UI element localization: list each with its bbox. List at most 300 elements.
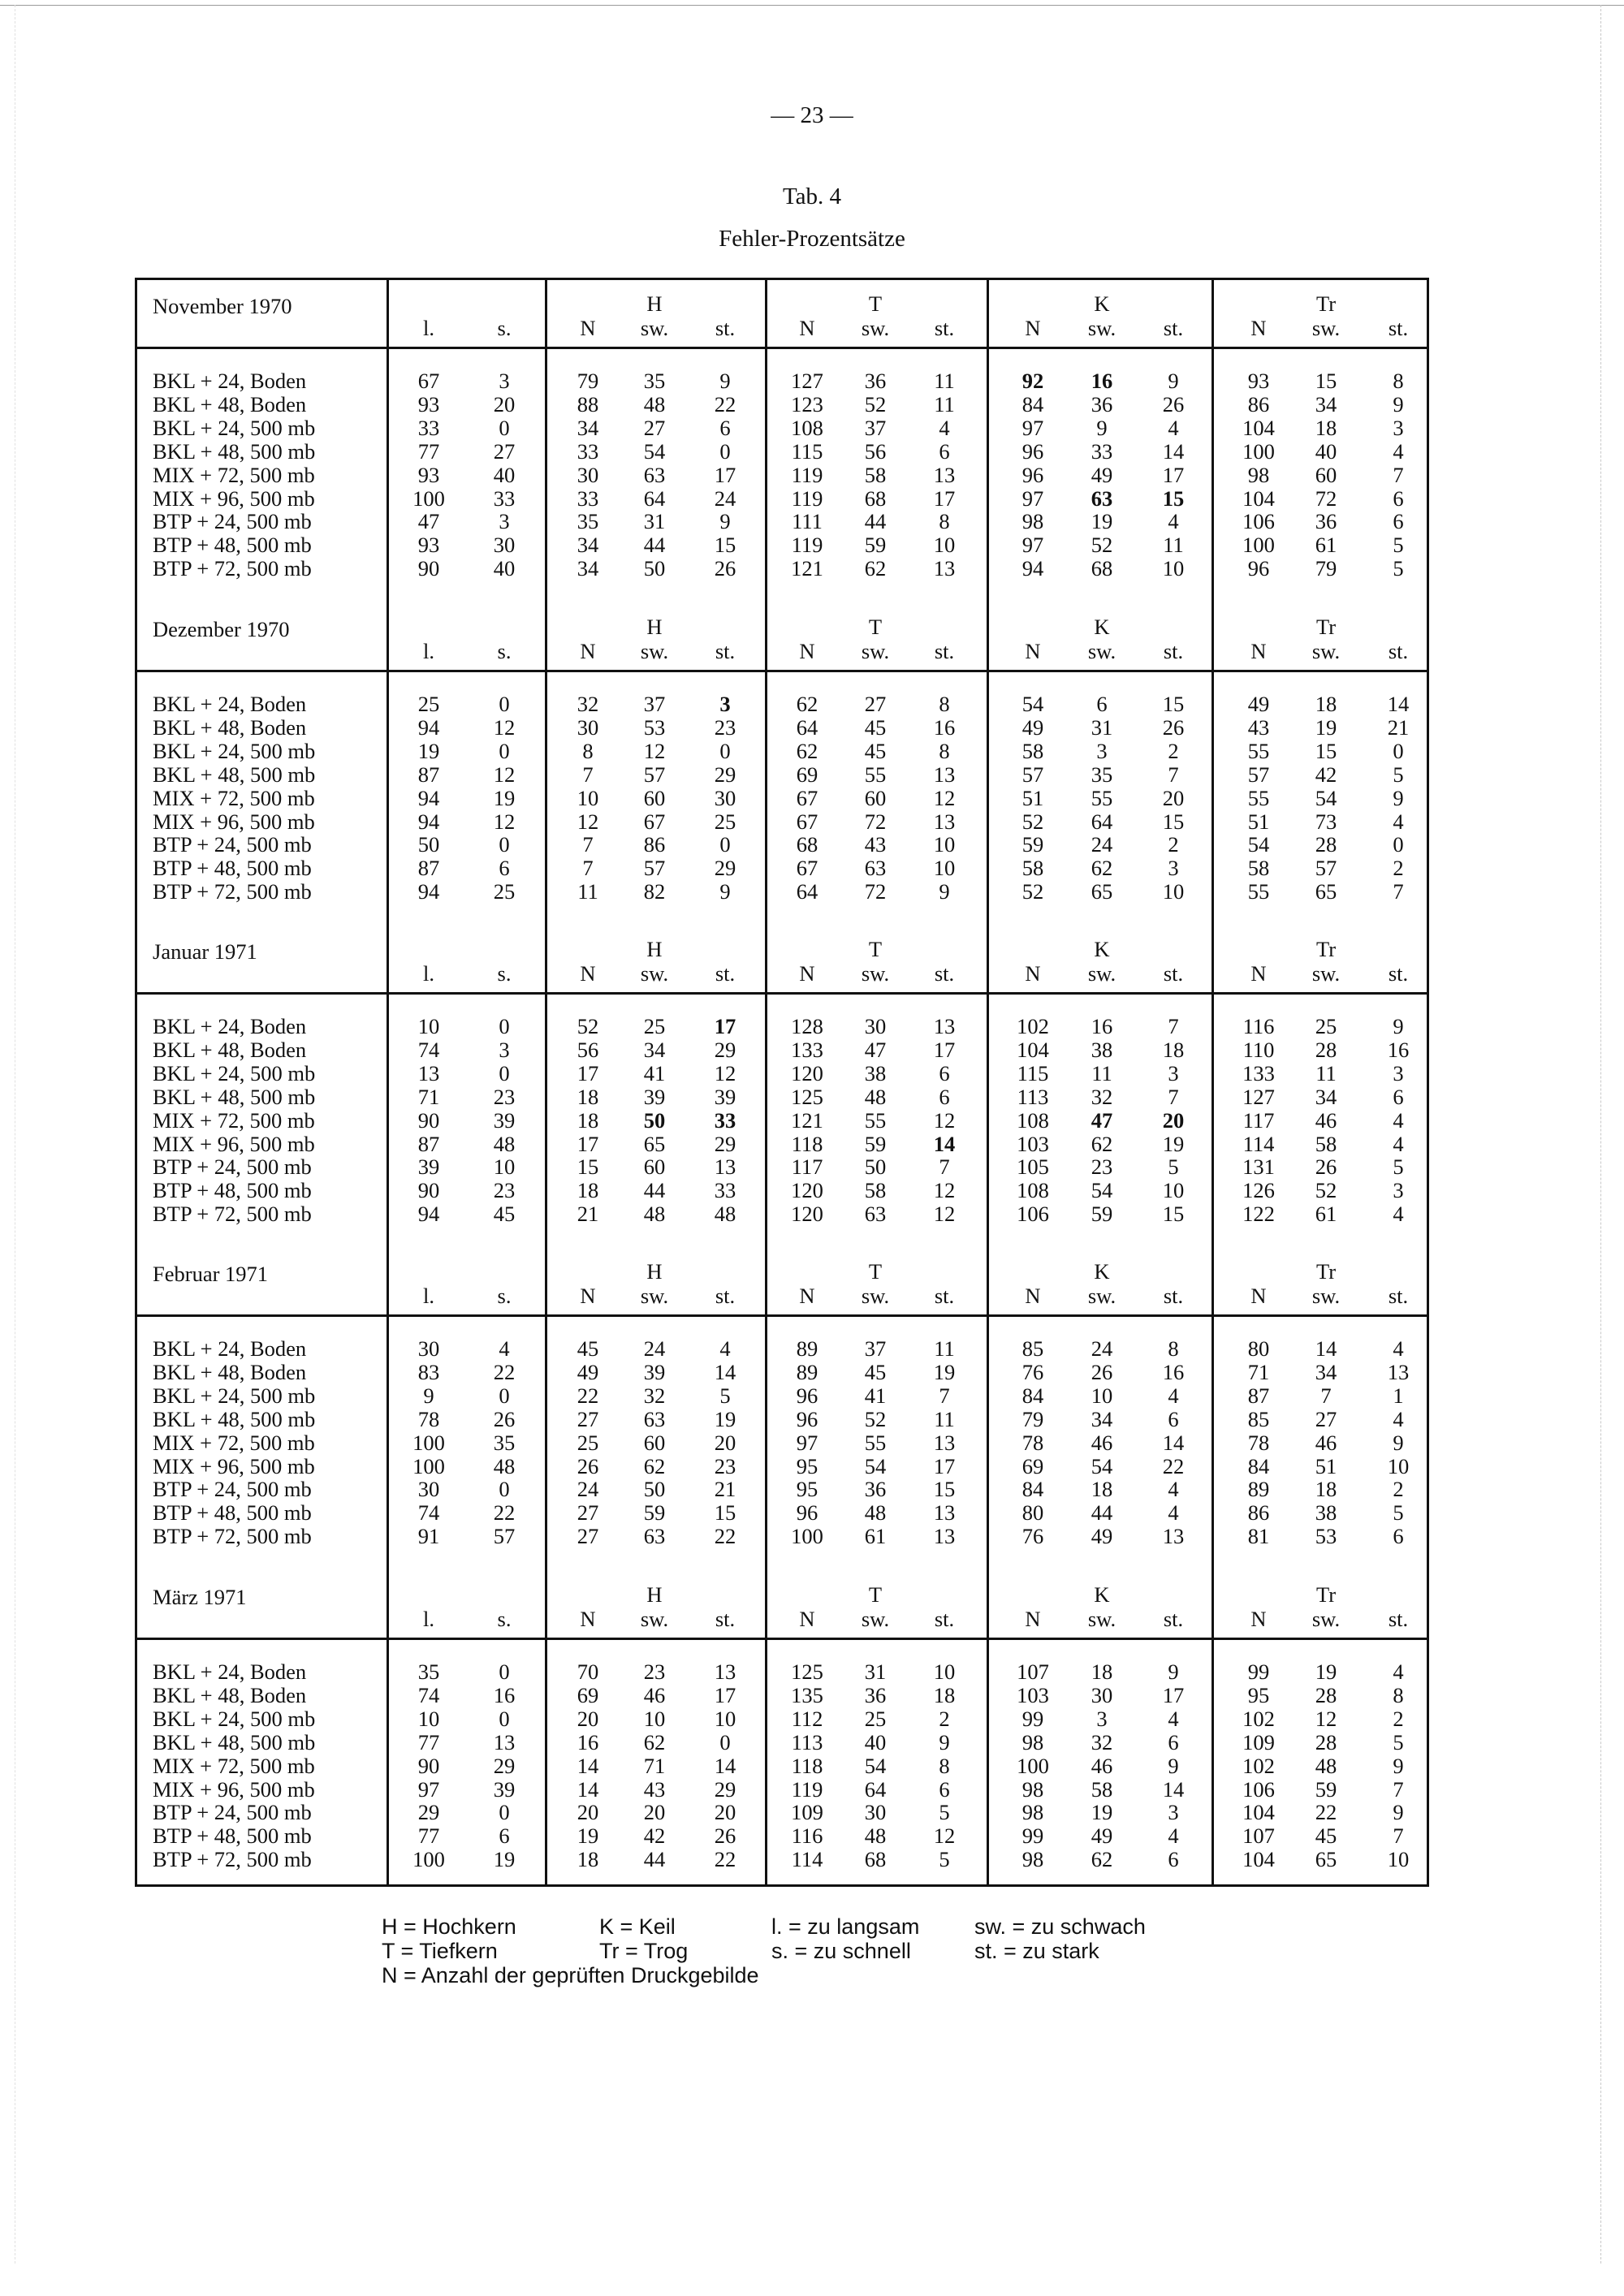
legend-entry: st. = zu stark bbox=[974, 1939, 1099, 1963]
table-cell: 98 bbox=[1021, 1800, 1044, 1825]
table-cell: 26 bbox=[577, 1453, 599, 1478]
table-cell: 63 bbox=[643, 1524, 666, 1549]
table-cell: 47 bbox=[864, 1037, 887, 1062]
table-cell: 98 bbox=[1021, 1776, 1044, 1802]
table-cell: 24 bbox=[714, 486, 736, 511]
table-cell: 52 bbox=[864, 391, 887, 416]
table-cell: 9 bbox=[719, 509, 731, 534]
table-cell: 18 bbox=[577, 1178, 599, 1203]
table-cell: 63 bbox=[864, 1202, 887, 1227]
table-cell: 59 bbox=[1021, 832, 1044, 857]
header-rule bbox=[135, 1314, 1429, 1317]
column-subheader: N bbox=[799, 316, 815, 340]
table-cell: 6 bbox=[1393, 1084, 1404, 1109]
table-cell: 45 bbox=[864, 738, 887, 763]
table-cell: 6 bbox=[939, 438, 950, 464]
table-cell: 122 bbox=[1242, 1202, 1275, 1227]
column-subheader: l. bbox=[423, 961, 434, 986]
table-cell: 18 bbox=[577, 1084, 599, 1109]
table-cell: 62 bbox=[1091, 1131, 1113, 1156]
table-cell: 126 bbox=[1242, 1178, 1275, 1203]
table-cell: 17 bbox=[933, 486, 956, 511]
column-group-header: T bbox=[868, 615, 883, 639]
table-cell: 38 bbox=[864, 1060, 887, 1085]
table-cell: 58 bbox=[1315, 1131, 1337, 1156]
table-cell: 96 bbox=[796, 1406, 818, 1431]
table-cell: 9 bbox=[1096, 415, 1108, 440]
table-cell: 54 bbox=[864, 1753, 887, 1778]
row-label: MIX + 96, 500 mb bbox=[153, 1776, 315, 1802]
row-label: MIX + 72, 500 mb bbox=[153, 1107, 315, 1133]
table-cell: 18 bbox=[1091, 1477, 1113, 1502]
table-cell: 13 bbox=[493, 1729, 516, 1754]
column-group-header: Tr bbox=[1315, 1259, 1337, 1284]
table-cell: 28 bbox=[1315, 1037, 1337, 1062]
table-cell: 20 bbox=[714, 1430, 736, 1455]
table-cell: 9 bbox=[1393, 391, 1404, 416]
table-cell: 58 bbox=[1247, 856, 1270, 881]
row-label: MIX + 72, 500 mb bbox=[153, 785, 315, 810]
table-cell: 6 bbox=[939, 1060, 950, 1085]
table-cell: 68 bbox=[1091, 556, 1113, 581]
column-subheader: st. bbox=[1388, 316, 1409, 340]
table-cell: 76 bbox=[1021, 1359, 1044, 1384]
table-cell: 4 bbox=[1393, 1131, 1404, 1156]
table-cell: 20 bbox=[493, 391, 516, 416]
table-cell: 4 bbox=[939, 415, 950, 440]
table-cell: 52 bbox=[1091, 533, 1113, 558]
table-cell: 26 bbox=[1162, 714, 1185, 740]
table-cell: 9 bbox=[1393, 1014, 1404, 1038]
table-cell: 23 bbox=[714, 714, 736, 740]
table-cell: 90 bbox=[417, 1753, 440, 1778]
table-cell: 0 bbox=[1393, 738, 1404, 763]
table-cell: 48 bbox=[493, 1131, 516, 1156]
table-cell: 89 bbox=[1247, 1477, 1270, 1502]
table-cell: 18 bbox=[1162, 1037, 1185, 1062]
table-cell: 115 bbox=[1017, 1060, 1049, 1085]
table-cell: 39 bbox=[493, 1107, 516, 1133]
row-label: BKL + 24, 500 mb bbox=[153, 738, 316, 763]
table-cell: 39 bbox=[417, 1154, 440, 1180]
table-cell: 86 bbox=[1247, 1500, 1270, 1526]
table-cell: 39 bbox=[643, 1359, 666, 1384]
table-cell: 86 bbox=[643, 832, 666, 857]
table-cell: 87 bbox=[1247, 1383, 1270, 1408]
column-subheader: sw. bbox=[1087, 1284, 1116, 1308]
table-cell: 112 bbox=[791, 1706, 823, 1731]
row-label: BTP + 48, 500 mb bbox=[153, 1178, 312, 1203]
table-cell: 30 bbox=[864, 1800, 887, 1825]
column-group-header: K bbox=[1094, 937, 1110, 961]
table-cell: 4 bbox=[1393, 809, 1404, 834]
table-cell: 15 bbox=[714, 1500, 736, 1526]
table-cell: 67 bbox=[796, 785, 818, 810]
table-cell: 15 bbox=[1315, 738, 1337, 763]
table-cell: 0 bbox=[499, 1014, 510, 1038]
column-subheader: N bbox=[1025, 961, 1041, 986]
table-cell: 108 bbox=[1017, 1107, 1049, 1133]
table-cell: 93 bbox=[417, 533, 440, 558]
table-cell: 62 bbox=[643, 1453, 666, 1478]
table-cell: 94 bbox=[417, 785, 440, 810]
table-cell: 0 bbox=[719, 832, 731, 857]
table-cell: 52 bbox=[1315, 1178, 1337, 1203]
table-cell: 0 bbox=[1393, 832, 1404, 857]
table-cell: 5 bbox=[1393, 556, 1404, 581]
table-cell: 3 bbox=[1393, 415, 1404, 440]
table-cell: 97 bbox=[1021, 415, 1044, 440]
error-percentage-table bbox=[135, 278, 1429, 1887]
column-group-header: Tr bbox=[1315, 1582, 1337, 1607]
column-subheader: N bbox=[580, 316, 596, 340]
table-cell: 49 bbox=[577, 1359, 599, 1384]
table-cell: 65 bbox=[1315, 879, 1337, 904]
table-cell: 104 bbox=[1242, 486, 1275, 511]
table-cell: 10 bbox=[933, 1659, 956, 1684]
column-subheader: st. bbox=[1388, 1607, 1409, 1631]
table-cell: 79 bbox=[1021, 1406, 1044, 1431]
table-cell: 3 bbox=[1168, 1800, 1179, 1825]
page-right-edge bbox=[1600, 5, 1601, 2264]
table-cell: 41 bbox=[864, 1383, 887, 1408]
table-cell: 30 bbox=[417, 1477, 440, 1502]
row-label: BKL + 48, 500 mb bbox=[153, 762, 316, 787]
table-cell: 14 bbox=[933, 1131, 956, 1156]
table-cell: 111 bbox=[792, 509, 823, 534]
table-cell: 38 bbox=[1091, 1037, 1113, 1062]
table-cell: 113 bbox=[791, 1729, 823, 1754]
table-cell: 3 bbox=[1168, 856, 1179, 881]
table-cell: 32 bbox=[577, 692, 599, 716]
table-cell: 13 bbox=[933, 1014, 956, 1038]
row-label: MIX + 72, 500 mb bbox=[153, 462, 315, 487]
table-cell: 12 bbox=[933, 1178, 956, 1203]
page-top-rule bbox=[0, 5, 1624, 6]
column-subheader: N bbox=[1025, 639, 1041, 663]
table-cell: 33 bbox=[417, 415, 440, 440]
column-subheader: N bbox=[1250, 961, 1267, 986]
table-cell: 94 bbox=[1021, 556, 1044, 581]
table-cell: 17 bbox=[714, 1014, 736, 1038]
table-cell: 11 bbox=[1091, 1060, 1112, 1085]
row-label: BTP + 48, 500 mb bbox=[153, 856, 312, 881]
table-cell: 54 bbox=[1091, 1453, 1113, 1478]
table-cell: 65 bbox=[1091, 879, 1113, 904]
row-label: MIX + 96, 500 mb bbox=[153, 809, 315, 834]
table-cell: 13 bbox=[933, 1524, 956, 1549]
table-cell: 120 bbox=[791, 1178, 823, 1203]
table-cell: 4 bbox=[1168, 415, 1179, 440]
table-cell: 50 bbox=[864, 1154, 887, 1180]
table-cell: 28 bbox=[1315, 832, 1337, 857]
table-cell: 103 bbox=[1017, 1682, 1049, 1707]
table-subtitle: Fehler-Prozentsätze bbox=[719, 226, 905, 252]
table-cell: 0 bbox=[499, 832, 510, 857]
row-label: BTP + 72, 500 mb bbox=[153, 1202, 312, 1227]
table-cell: 33 bbox=[1091, 438, 1113, 464]
table-cell: 6 bbox=[1393, 509, 1404, 534]
table-cell: 58 bbox=[864, 1178, 887, 1203]
table-cell: 0 bbox=[499, 1383, 510, 1408]
table-cell: 16 bbox=[577, 1729, 599, 1754]
section-month-label: November 1970 bbox=[153, 294, 292, 318]
table-cell: 30 bbox=[577, 714, 599, 740]
table-cell: 67 bbox=[796, 809, 818, 834]
table-cell: 4 bbox=[1393, 438, 1404, 464]
table-cell: 74 bbox=[417, 1682, 440, 1707]
table-cell: 82 bbox=[643, 879, 666, 904]
table-cell: 64 bbox=[864, 1776, 887, 1802]
column-group-header: Tr bbox=[1315, 615, 1337, 639]
table-cell: 7 bbox=[1168, 1084, 1179, 1109]
table-cell: 45 bbox=[864, 714, 887, 740]
table-cell: 5 bbox=[939, 1847, 950, 1872]
table-cell: 133 bbox=[791, 1037, 823, 1062]
table-cell: 15 bbox=[1162, 692, 1185, 716]
table-cell: 77 bbox=[417, 1729, 440, 1754]
column-subheader: l. bbox=[423, 1607, 434, 1631]
table-cell: 6 bbox=[1168, 1729, 1179, 1754]
table-cell: 19 bbox=[577, 1823, 599, 1849]
table-cell: 113 bbox=[1017, 1084, 1049, 1109]
table-cell: 36 bbox=[864, 1682, 887, 1707]
table-cell: 72 bbox=[1315, 486, 1337, 511]
table-cell: 125 bbox=[791, 1084, 823, 1109]
row-label: BKL + 24, Boden bbox=[153, 1336, 307, 1361]
table-cell: 25 bbox=[643, 1014, 666, 1038]
table-cell: 0 bbox=[499, 1800, 510, 1825]
table-cell: 3 bbox=[1393, 1178, 1404, 1203]
table-cell: 93 bbox=[417, 391, 440, 416]
table-cell: 14 bbox=[1162, 438, 1185, 464]
table-cell: 94 bbox=[417, 1202, 440, 1227]
column-subheader: N bbox=[799, 639, 815, 663]
table-cell: 18 bbox=[933, 1682, 956, 1707]
table-cell: 73 bbox=[1315, 809, 1337, 834]
table-cell: 72 bbox=[864, 879, 887, 904]
table-cell: 61 bbox=[1315, 533, 1337, 558]
table-cell: 17 bbox=[1162, 1682, 1185, 1707]
table-cell: 7 bbox=[582, 832, 594, 857]
table-cell: 72 bbox=[864, 809, 887, 834]
table-cell: 12 bbox=[643, 738, 666, 763]
table-cell: 107 bbox=[1017, 1659, 1049, 1684]
table-cell: 133 bbox=[1242, 1060, 1275, 1085]
table-cell: 4 bbox=[1393, 1659, 1404, 1684]
table-cell: 20 bbox=[714, 1800, 736, 1825]
table-cell: 45 bbox=[864, 1359, 887, 1384]
table-cell: 8 bbox=[1393, 369, 1404, 393]
table-cell: 49 bbox=[1247, 692, 1270, 716]
table-cell: 63 bbox=[1091, 486, 1113, 511]
column-group-header: T bbox=[868, 937, 883, 961]
table-cell: 79 bbox=[1315, 556, 1337, 581]
table-cell: 30 bbox=[577, 462, 599, 487]
table-cell: 58 bbox=[1021, 738, 1044, 763]
column-subheader: st. bbox=[1163, 1284, 1184, 1308]
table-cell: 33 bbox=[714, 1178, 736, 1203]
row-label: BTP + 48, 500 mb bbox=[153, 1823, 312, 1849]
table-caption: Tab. 4 bbox=[782, 183, 842, 209]
table-cell: 3 bbox=[719, 692, 731, 716]
column-subheader: st. bbox=[934, 961, 955, 986]
table-cell: 64 bbox=[796, 879, 818, 904]
table-cell: 4 bbox=[1168, 1706, 1179, 1731]
row-label: BKL + 48, 500 mb bbox=[153, 1406, 316, 1431]
table-cell: 76 bbox=[1021, 1524, 1044, 1549]
table-cell: 35 bbox=[577, 509, 599, 534]
column-subheader: sw. bbox=[1087, 1607, 1116, 1631]
table-cell: 88 bbox=[577, 391, 599, 416]
table-cell: 70 bbox=[577, 1659, 599, 1684]
row-label: BKL + 24, Boden bbox=[153, 369, 307, 393]
table-cell: 34 bbox=[1315, 1084, 1337, 1109]
legend-entry: s. = zu schnell bbox=[771, 1939, 911, 1963]
table-cell: 77 bbox=[417, 1823, 440, 1849]
column-group-header: H bbox=[646, 1582, 663, 1607]
table-cell: 60 bbox=[1315, 462, 1337, 487]
table-cell: 46 bbox=[1091, 1753, 1113, 1778]
table-cell: 49 bbox=[1021, 714, 1044, 740]
table-cell: 19 bbox=[493, 785, 516, 810]
table-cell: 7 bbox=[1320, 1383, 1332, 1408]
column-subheader: N bbox=[1025, 1607, 1041, 1631]
table-cell: 84 bbox=[1021, 1477, 1044, 1502]
table-cell: 93 bbox=[1247, 369, 1270, 393]
table-cell: 60 bbox=[643, 1430, 666, 1455]
table-cell: 106 bbox=[1017, 1202, 1049, 1227]
table-cell: 58 bbox=[1021, 856, 1044, 881]
table-cell: 18 bbox=[577, 1107, 599, 1133]
table-cell: 7 bbox=[939, 1383, 950, 1408]
table-cell: 36 bbox=[864, 1477, 887, 1502]
table-cell: 77 bbox=[417, 438, 440, 464]
table-cell: 83 bbox=[417, 1359, 440, 1384]
table-cell: 45 bbox=[577, 1336, 599, 1361]
table-cell: 0 bbox=[499, 415, 510, 440]
table-cell: 46 bbox=[1315, 1430, 1337, 1455]
table-cell: 100 bbox=[1242, 438, 1275, 464]
table-cell: 12 bbox=[493, 762, 516, 787]
table-cell: 20 bbox=[1162, 785, 1185, 810]
legend-entry: T = Tiefkern bbox=[382, 1939, 498, 1963]
table-cell: 90 bbox=[417, 1178, 440, 1203]
table-cell: 25 bbox=[864, 1706, 887, 1731]
table-cell: 2 bbox=[1393, 1477, 1404, 1502]
table-cell: 97 bbox=[796, 1430, 818, 1455]
table-cell: 94 bbox=[417, 809, 440, 834]
table-cell: 71 bbox=[643, 1753, 666, 1778]
table-cell: 59 bbox=[864, 533, 887, 558]
column-subheader: sw. bbox=[861, 316, 890, 340]
table-cell: 12 bbox=[933, 785, 956, 810]
table-cell: 10 bbox=[933, 832, 956, 857]
table-cell: 5 bbox=[1393, 762, 1404, 787]
legend-entry: sw. = zu schwach bbox=[974, 1914, 1146, 1939]
table-cell: 18 bbox=[1315, 1477, 1337, 1502]
table-cell: 33 bbox=[493, 486, 516, 511]
table-cell: 74 bbox=[417, 1037, 440, 1062]
row-label: BTP + 24, 500 mb bbox=[153, 1154, 312, 1180]
table-cell: 81 bbox=[1247, 1524, 1270, 1549]
table-cell: 48 bbox=[643, 391, 666, 416]
table-cell: 97 bbox=[417, 1776, 440, 1802]
table-cell: 22 bbox=[1315, 1800, 1337, 1825]
table-cell: 97 bbox=[1021, 533, 1044, 558]
table-cell: 41 bbox=[643, 1060, 666, 1085]
table-cell: 26 bbox=[1162, 391, 1185, 416]
table-cell: 8 bbox=[582, 738, 594, 763]
table-cell: 108 bbox=[791, 415, 823, 440]
table-cell: 25 bbox=[493, 879, 516, 904]
column-group-header: Tr bbox=[1315, 291, 1337, 316]
table-cell: 0 bbox=[499, 738, 510, 763]
table-cell: 7 bbox=[582, 762, 594, 787]
table-cell: 43 bbox=[1247, 714, 1270, 740]
table-cell: 56 bbox=[577, 1037, 599, 1062]
table-cell: 100 bbox=[412, 486, 445, 511]
column-group-header: K bbox=[1094, 615, 1110, 639]
table-cell: 68 bbox=[796, 832, 818, 857]
table-cell: 4 bbox=[1393, 1202, 1404, 1227]
column-subheader: sw. bbox=[1311, 316, 1341, 340]
table-cell: 97 bbox=[1021, 486, 1044, 511]
column-subheader: st. bbox=[1388, 961, 1409, 986]
column-subheader: st. bbox=[934, 316, 955, 340]
table-cell: 96 bbox=[796, 1383, 818, 1408]
table-cell: 24 bbox=[643, 1336, 666, 1361]
table-cell: 100 bbox=[1242, 533, 1275, 558]
table-cell: 30 bbox=[714, 785, 736, 810]
table-cell: 10 bbox=[643, 1706, 666, 1731]
table-cell: 13 bbox=[417, 1060, 440, 1085]
column-group-header: K bbox=[1094, 1259, 1110, 1284]
table-cell: 87 bbox=[417, 1131, 440, 1156]
table-cell: 22 bbox=[493, 1500, 516, 1526]
table-cell: 44 bbox=[643, 1847, 666, 1872]
table-cell: 31 bbox=[1091, 714, 1113, 740]
table-cell: 28 bbox=[1315, 1682, 1337, 1707]
table-cell: 6 bbox=[719, 415, 731, 440]
table-cell: 98 bbox=[1021, 1729, 1044, 1754]
column-subheader: sw. bbox=[1087, 961, 1116, 986]
row-label: BTP + 72, 500 mb bbox=[153, 1524, 312, 1549]
column-subheader: s. bbox=[497, 639, 512, 663]
table-cell: 78 bbox=[1247, 1430, 1270, 1455]
table-cell: 26 bbox=[493, 1406, 516, 1431]
table-cell: 26 bbox=[1315, 1154, 1337, 1180]
row-label: BKL + 48, 500 mb bbox=[153, 1729, 316, 1754]
column-group-header: H bbox=[646, 937, 663, 961]
table-cell: 131 bbox=[1242, 1154, 1275, 1180]
column-subheader: st. bbox=[1163, 316, 1184, 340]
row-label: BTP + 72, 500 mb bbox=[153, 879, 312, 904]
table-cell: 96 bbox=[1247, 556, 1270, 581]
table-cell: 116 bbox=[1242, 1014, 1275, 1038]
table-cell: 10 bbox=[417, 1014, 440, 1038]
table-cell: 109 bbox=[1242, 1729, 1275, 1754]
column-subheader: N bbox=[580, 1284, 596, 1308]
table-cell: 51 bbox=[1247, 809, 1270, 834]
column-group-header: H bbox=[646, 291, 663, 316]
table-cell: 17 bbox=[714, 1682, 736, 1707]
table-cell: 7 bbox=[1168, 762, 1179, 787]
column-subheader: sw. bbox=[1311, 1607, 1341, 1631]
table-cell: 36 bbox=[1091, 391, 1113, 416]
table-cell: 19 bbox=[1091, 1800, 1113, 1825]
table-cell: 14 bbox=[1315, 1336, 1337, 1361]
